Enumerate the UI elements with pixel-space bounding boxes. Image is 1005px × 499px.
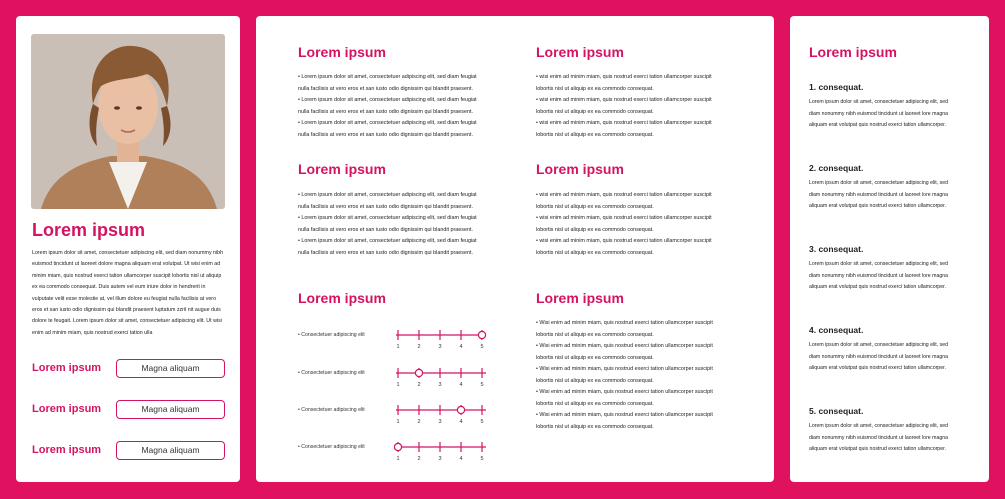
rating-tick-label: 1: [396, 344, 400, 350]
rating-marker: [457, 406, 464, 413]
rating-row: [298, 440, 498, 464]
text-line: Lorem ipsum dolor sit amet, consectetuer adipiscing elit, sed: [809, 99, 948, 105]
text-line: nulla facilisis at vero eros et san iusto odio dignissim qui blandit praesent.: [298, 131, 473, 138]
rating-tick-label: 5: [480, 382, 484, 388]
rating-scale: [394, 326, 494, 350]
text-line: • Lorem ipsum dolor sit amet, consectetuer adipiscing elit, sed diam feugiat: [298, 97, 477, 103]
list-item-text-1: [809, 97, 984, 132]
rating-label: • Consectetuer adipiscing elit: [298, 332, 365, 338]
profile-panel: [16, 16, 240, 482]
rating-tick-label: 5: [480, 419, 484, 425]
text-line: • wisi enim ad minim miam, quis nostrud exerci tation ullamcorper suscipit: [536, 97, 712, 103]
text-line: lobortis nisl ut aliquip ex ea commodo consequat.: [536, 377, 654, 384]
text-line: lobortis nisl ut aliquip ex ea commodo consequat.: [536, 226, 654, 233]
rating-label: • Consectetuer adipiscing elit: [298, 370, 365, 376]
text-line: aliquam erat volutpat quis nostrud exerci tation ullamcorper.: [809, 122, 946, 128]
text-line: nulla facilisis at vero eros et san iusto odio dignissim qui blandit praesent.: [298, 203, 473, 210]
text-line: Lorem ipsum dolor sit amet, consectetuer adipiscing elit, sed: [809, 423, 948, 429]
section-text-2: [536, 72, 756, 141]
text-line: • Lorem ipsum dolor sit amet, consectetuer adipiscing elit, sed diam feugiat: [298, 74, 477, 80]
text-line: Lorem ipsum dolor sit amet, consectetuer adipiscing elit, sed: [809, 180, 948, 186]
list-item-heading-4: 4. consequat.: [809, 325, 864, 335]
section-title-5: Lorem ipsum: [298, 290, 386, 306]
text-line: aliquam erat volutpat quis nostrud exerci tation ullamcorper.: [809, 284, 946, 290]
rating-row: [298, 328, 498, 352]
rating-tick-label: 2: [417, 344, 421, 350]
rating-label: • Consectetuer adipiscing elit: [298, 444, 365, 450]
text-line: nulla facilisis at vero eros et san iusto odio dignissim qui blandit praesent.: [298, 249, 473, 256]
list-item-text-4: [809, 340, 984, 375]
text-line: lobortis nisl ut aliquip ex ea commodo consequat.: [536, 108, 654, 115]
list-title: Lorem ipsum: [809, 44, 897, 60]
rating-tick-label: 4: [459, 419, 463, 425]
rating-scale: [394, 364, 494, 388]
rating-scale: [394, 438, 494, 462]
row-label-1: Lorem ipsum: [32, 362, 102, 374]
list-item-text-5: [809, 421, 984, 456]
row-label-3: Lorem ipsum: [32, 444, 102, 456]
magna-aliquam-button-1[interactable]: Magna aliquam: [116, 359, 225, 378]
text-line: lobortis nisl ut aliquip ex ea commodo consequat.: [536, 85, 654, 92]
text-line: Lorem ipsum dolor sit amet, consectetuer adipiscing elit, sed: [809, 342, 948, 348]
list-item-heading-2: 2. consequat.: [809, 163, 864, 173]
list-item-text-3: [809, 259, 984, 294]
text-line: lobortis nisl ut aliquip ex ea commodo consequat.: [536, 203, 654, 210]
section-title-2: Lorem ipsum: [536, 44, 624, 60]
magna-aliquam-button-2[interactable]: Magna aliquam: [116, 400, 225, 419]
list-panel: [790, 16, 989, 482]
rating-tick-label: 4: [459, 382, 463, 388]
text-line: aliquam erat volutpat quis nostrud exerci tation ullamcorper.: [809, 203, 946, 209]
text-line: lobortis nisl ut aliquip ex ea commodo consequat.: [536, 331, 654, 338]
rating-marker: [415, 369, 422, 376]
list-item-text-2: [809, 178, 984, 213]
text-line: lobortis nisl ut aliquip ex ea commodo consequat.: [536, 354, 654, 361]
list-item-heading-5: 5. consequat.: [809, 406, 864, 416]
profile-title: Lorem ipsum: [32, 220, 146, 240]
section-title-6: Lorem ipsum: [536, 290, 624, 306]
rating-tick-label: 1: [396, 419, 400, 425]
rating-row: [298, 366, 498, 390]
text-line: aliquam erat volutpat quis nostrud exerci tation ullamcorper.: [809, 365, 946, 371]
magna-aliquam-button-3[interactable]: Magna aliquam: [116, 441, 225, 460]
row-label-2: Lorem ipsum: [32, 403, 102, 415]
content-panel: [256, 16, 774, 482]
text-line: nulla facilisis at vero eros et san iusto odio dignissim qui blandit praesent.: [298, 85, 473, 92]
text-line: • Lorem ipsum dolor sit amet, consectetuer adipiscing elit, sed diam feugiat: [298, 238, 477, 244]
text-line: • Lorem ipsum dolor sit amet, consectetuer adipiscing elit, sed diam feugiat: [298, 192, 477, 198]
rating-tick-label: 3: [438, 344, 442, 350]
text-line: • wisi enim ad minim miam, quis nostrud exerci tation ullamcorper suscipit: [536, 120, 712, 126]
text-line: • Wisi enim ad minim miam, quis nostrud exerci tation ullamcorper suscipit: [536, 320, 713, 326]
text-line: lobortis nisl ut aliquip ex ea commodo consequat.: [536, 400, 654, 407]
section-title-1: Lorem ipsum: [298, 44, 386, 60]
rating-row: [298, 403, 498, 427]
section-text-1: [298, 72, 518, 141]
text-line: Lorem ipsum dolor sit amet, consectetuer adipiscing elit, sed: [809, 261, 948, 267]
list-item-heading-3: 3. consequat.: [809, 244, 864, 254]
rating-tick-label: 4: [459, 456, 463, 462]
text-line: nulla facilisis at vero eros et san iusto odio dignissim qui blandit praesent.: [298, 226, 473, 233]
text-line: nulla facilisis at vero eros et san iusto odio dignissim qui blandit praesent.: [298, 108, 473, 115]
profile-photo: [31, 34, 225, 209]
list-item-heading-1: 1. consequat.: [809, 82, 864, 92]
text-line: • Wisi enim ad minim miam, quis nostrud exerci tation ullamcorper suscipit: [536, 412, 713, 418]
rating-tick-label: 5: [480, 344, 484, 350]
rating-tick-label: 3: [438, 382, 442, 388]
rating-tick-label: 1: [396, 456, 400, 462]
section-title-4: Lorem ipsum: [536, 161, 624, 177]
rating-tick-label: 1: [396, 382, 400, 388]
section-title-3: Lorem ipsum: [298, 161, 386, 177]
text-line: diam nonummy nibh euismod tincidunt ut laoreet lore magna: [809, 272, 948, 279]
rating-tick-label: 2: [417, 382, 421, 388]
section-text-4: [536, 190, 756, 259]
text-line: diam nonummy nibh euismod tincidunt ut laoreet lore magna: [809, 434, 948, 441]
profile-description: Lorem ipsum dolor sit amet, consectetuer adipiscing elit, sed diam nonummy nibh euismod tincidunt ut laoreet dolore magna aliquam erat volutpat. Ut wisi enim ad minim miam, quis nostrud exerci tation ullamcorper suscipit lobortis nisl ut aliquip ex ea commodo consequat. Duis autem vel eum iriure dolor in hendrerit in vulputate velit esse molestie at, vel illum dolore eu feugiat nulla facilisis at vero eros et san iusto odio dignissim qui blandit praesent luptatum zzril nit augue duis dolore te feugait. Lorem ipsum dolor sit amet, consectetuer adipiscing elit. Ut wisi enim ad minim miam, quis nostrud exerci tation ulla: [32, 250, 224, 336]
rating-marker: [478, 331, 485, 338]
text-line: • Wisi enim ad minim miam, quis nostrud exerci tation ullamcorper suscipit: [536, 389, 713, 395]
rating-label: • Consectetuer adipiscing elit: [298, 407, 365, 413]
text-line: • Lorem ipsum dolor sit amet, consectetuer adipiscing elit, sed diam feugiat: [298, 120, 477, 126]
rating-marker: [394, 443, 401, 450]
rating-tick-label: 2: [417, 419, 421, 425]
text-line: diam nonummy nibh euismod tincidunt ut laoreet lore magna: [809, 110, 948, 117]
text-line: diam nonummy nibh euismod tincidunt ut laoreet lore magna: [809, 353, 948, 360]
text-line: diam nonummy nibh euismod tincidunt ut laoreet lore magna: [809, 191, 948, 198]
rating-tick-label: 3: [438, 419, 442, 425]
text-line: • wisi enim ad minim miam, quis nostrud exerci tation ullamcorper suscipit: [536, 192, 712, 198]
text-line: • wisi enim ad minim miam, quis nostrud exerci tation ullamcorper suscipit: [536, 74, 712, 80]
text-line: aliquam erat volutpat quis nostrud exerci tation ullamcorper.: [809, 446, 946, 452]
rating-tick-label: 3: [438, 456, 442, 462]
rating-tick-label: 2: [417, 456, 421, 462]
text-line: lobortis nisl ut aliquip ex ea commodo consequat.: [536, 423, 654, 430]
section-text-6: [536, 318, 756, 433]
text-line: lobortis nisl ut aliquip ex ea commodo consequat.: [536, 131, 654, 138]
text-line: • wisi enim ad minim miam, quis nostrud exerci tation ullamcorper suscipit: [536, 215, 712, 221]
text-line: lobortis nisl ut aliquip ex ea commodo consequat.: [536, 249, 654, 256]
rating-scale: [394, 401, 494, 425]
rating-tick-label: 5: [480, 456, 484, 462]
text-line: • Wisi enim ad minim miam, quis nostrud exerci tation ullamcorper suscipit: [536, 343, 713, 349]
text-line: • Lorem ipsum dolor sit amet, consectetuer adipiscing elit, sed diam feugiat: [298, 215, 477, 221]
section-text-3: [298, 190, 518, 259]
rating-tick-label: 4: [459, 344, 463, 350]
text-line: • wisi enim ad minim miam, quis nostrud exerci tation ullamcorper suscipit: [536, 238, 712, 244]
text-line: • Wisi enim ad minim miam, quis nostrud exerci tation ullamcorper suscipit: [536, 366, 713, 372]
